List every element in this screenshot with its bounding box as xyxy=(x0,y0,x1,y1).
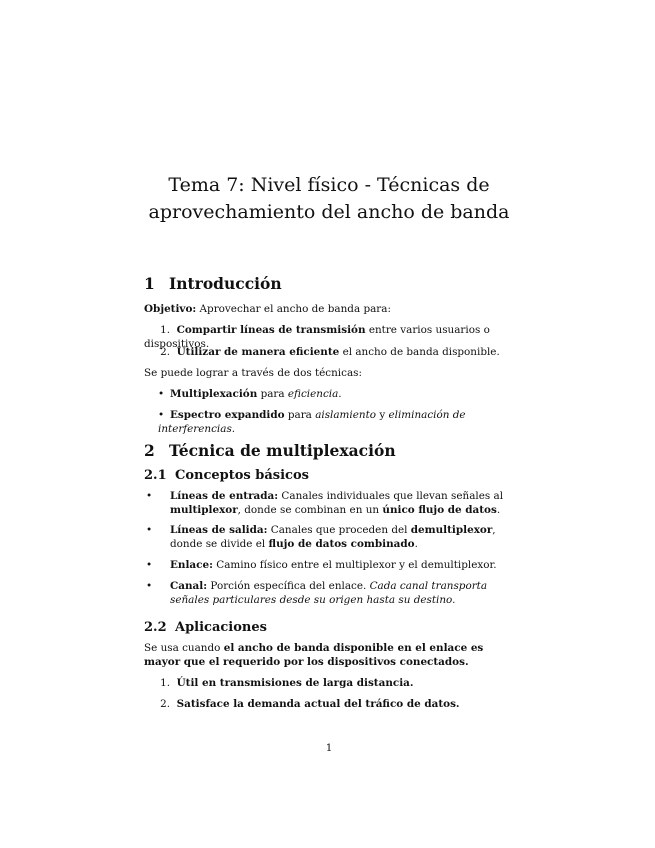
item-italic: Cada canal transporta señales particulares desde su origen hasta su destino. xyxy=(170,580,488,606)
list-item xyxy=(158,388,514,402)
list-item xyxy=(144,346,514,360)
item-bold: Útil en transmisiones de larga distancia. xyxy=(176,677,414,689)
item-bold: Canal: xyxy=(170,580,208,592)
subsection-number: 2.2 xyxy=(144,620,167,635)
applications-paragraph xyxy=(144,642,514,669)
list-item xyxy=(146,490,526,517)
item-text: . xyxy=(231,422,236,435)
section-title: Introducción xyxy=(169,274,282,293)
item-bold: Multiplexación xyxy=(170,388,258,400)
section-2-heading xyxy=(144,441,396,460)
item-text: . xyxy=(338,388,342,400)
section-number: 2 xyxy=(144,441,155,460)
bullet-marker: • xyxy=(146,490,153,502)
paragraph-text: Se usa cuando xyxy=(144,642,224,654)
item-bold: Enlace: xyxy=(170,559,213,571)
subsection-title: Aplicaciones xyxy=(175,620,267,635)
subsection-2-2-heading xyxy=(144,620,267,635)
list-marker: 2. xyxy=(160,698,170,710)
objective-label: Objetivo: xyxy=(144,303,197,315)
item-text: Canales que proceden del xyxy=(267,524,411,536)
subsection-title: Conceptos básicos xyxy=(175,468,309,483)
list-marker: 1. xyxy=(160,324,170,336)
item-italic: eficiencia xyxy=(287,388,339,400)
item-bold: Satisface la demanda actual del tráfico de datos. xyxy=(176,698,460,710)
item-bold: Compartir líneas de transmisión xyxy=(176,324,366,336)
page-number: 1 xyxy=(325,742,333,754)
paragraph-bold: el ancho de banda disponible en el enlace es mayor que el requerido por los dispositivos conectados. xyxy=(144,642,484,668)
item-bold: Espectro expandido xyxy=(170,409,285,421)
objective-text: Aprovechar el ancho de banda para: xyxy=(196,303,391,315)
item-text: Camino físico entre el multiplexor y el demultiplexor. xyxy=(212,559,497,571)
techniques-intro: Se puede lograr a través de dos técnicas: xyxy=(144,367,362,379)
bullet-marker: • xyxy=(158,409,165,421)
section-number: 1 xyxy=(144,274,155,293)
item-bold: flujo de datos combinado xyxy=(268,537,415,550)
item-text: , donde se divide el xyxy=(170,524,496,550)
title-line-2: aprovechamiento del ancho de banda xyxy=(148,201,510,223)
item-text: y xyxy=(376,409,389,421)
section-1-heading xyxy=(144,274,282,293)
title-line-1: Tema 7: Nivel físico - Técnicas de xyxy=(168,174,490,196)
section-title: Técnica de multiplexación xyxy=(169,441,396,460)
item-text: para xyxy=(257,388,288,400)
item-text: entre varios usuarios o dispositivos. xyxy=(144,324,490,350)
item-bold: multiplexor xyxy=(170,503,238,516)
list-marker: 1. xyxy=(160,677,170,689)
item-italic: eliminación de interferencias xyxy=(158,409,466,435)
bullet-marker: • xyxy=(146,559,153,571)
item-text: Porción específica del enlace. xyxy=(207,580,370,592)
bullet-marker: • xyxy=(146,580,153,592)
document-title xyxy=(144,172,514,226)
objective-paragraph xyxy=(144,303,514,316)
item-bold: Líneas de salida: xyxy=(170,524,268,536)
subsection-2-1-heading xyxy=(144,468,309,483)
list-item xyxy=(158,409,514,436)
list-item xyxy=(146,559,526,573)
item-bold: Utilizar de manera eficiente xyxy=(176,346,340,358)
item-bold: demultiplexor xyxy=(410,524,493,536)
list-marker: 2. xyxy=(160,346,170,358)
item-text: para xyxy=(284,409,316,421)
list-item xyxy=(146,580,526,607)
list-item xyxy=(144,698,514,712)
item-text: , donde se combinan en un xyxy=(237,503,383,516)
list-item xyxy=(146,524,526,551)
bullet-marker: • xyxy=(158,388,165,400)
item-text: el ancho de banda disponible. xyxy=(339,346,500,358)
item-bold: Líneas de entrada: xyxy=(170,490,279,502)
subsection-number: 2.1 xyxy=(144,468,167,483)
item-text: . xyxy=(496,503,501,516)
item-italic: aislamiento xyxy=(315,409,377,421)
item-text: Canales individuales que llevan señales al xyxy=(278,490,504,502)
item-text: . xyxy=(414,537,418,550)
list-item xyxy=(144,677,514,691)
item-bold: único flujo de datos xyxy=(382,503,497,516)
bullet-marker: • xyxy=(146,524,153,536)
